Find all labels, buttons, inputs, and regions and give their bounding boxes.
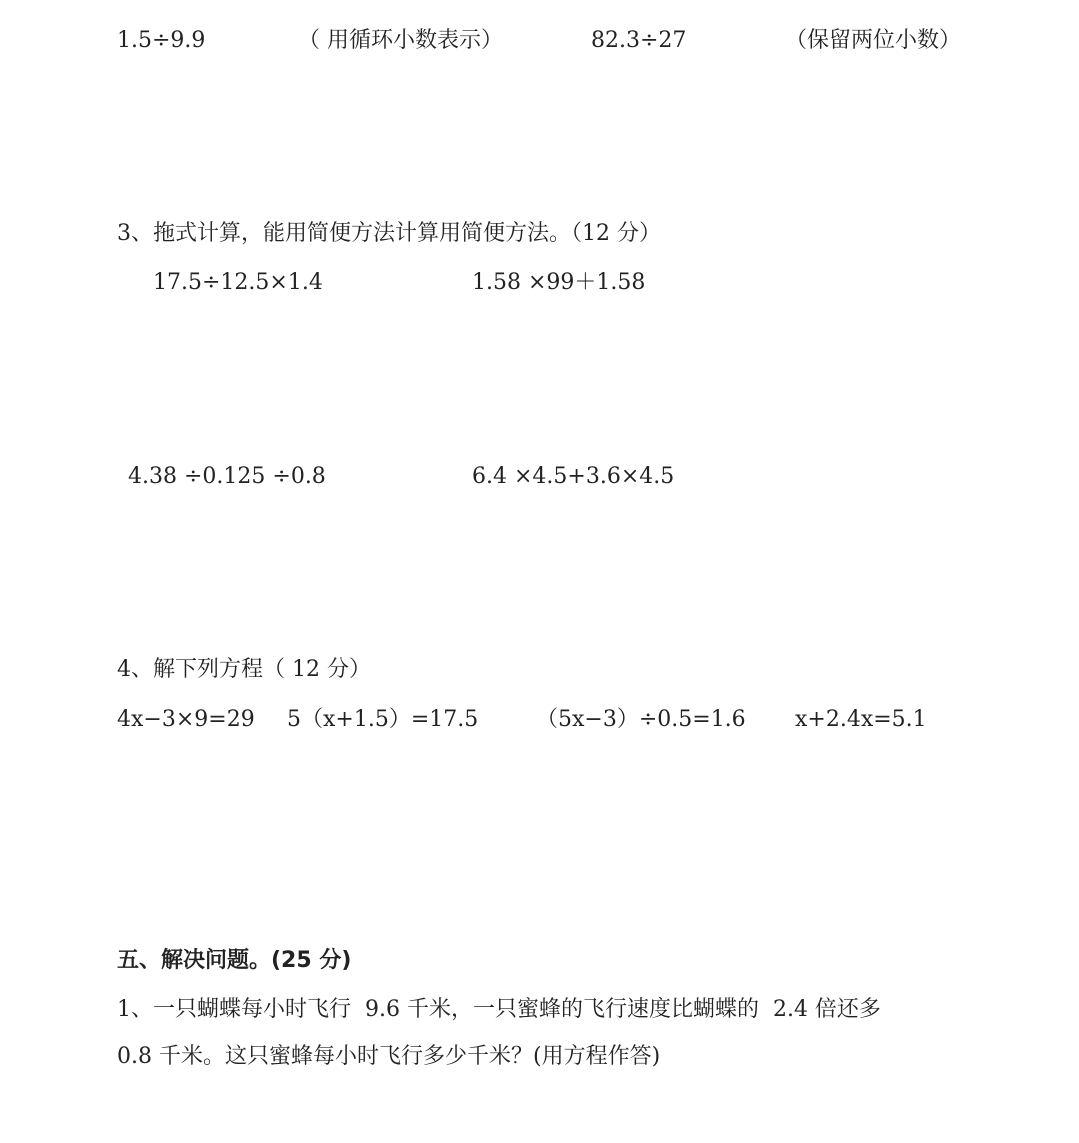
word-problem-1-line-1: 1、一只蝴蝶每小时飞行 9.6 千米，一只蜜蜂的飞行速度比蝴蝶的 2.4 倍还多	[117, 997, 881, 1022]
equation-4: x+2.4x=5.1	[795, 707, 927, 732]
equation-1: 4x−3×9=29	[117, 707, 255, 732]
instruction-two-decimals: （保留两位小数）	[785, 28, 962, 53]
equation-2: 5（x+1.5）=17.5	[287, 707, 479, 732]
section-4-heading: 4、解下列方程（ 12 分）	[117, 657, 371, 682]
instruction-repeating-decimal: （ 用循环小数表示）	[298, 28, 503, 53]
calc-problem-2: 1.58 ×99＋1.58	[472, 270, 646, 295]
calc-problem-4: 6.4 ×4.5+3.6×4.5	[472, 464, 675, 489]
division-expression-1: 1.5÷9.9	[117, 28, 206, 53]
word-problem-1-line-2: 0.8 千米。这只蜜蜂每小时飞行多少千米？(用方程作答)	[117, 1044, 661, 1069]
section-3-heading: 3、拖式计算，能用简便方法计算用简便方法。（12 分）	[117, 221, 661, 246]
calc-problem-1: 17.5÷12.5×1.4	[153, 270, 323, 295]
division-expression-2: 82.3÷27	[591, 28, 687, 53]
calc-problem-3: 4.38 ÷0.125 ÷0.8	[128, 464, 326, 489]
section-5-heading: 五、解决问题。(25 分)	[117, 948, 352, 973]
equation-3: （5x−3）÷0.5=1.6	[536, 707, 746, 732]
